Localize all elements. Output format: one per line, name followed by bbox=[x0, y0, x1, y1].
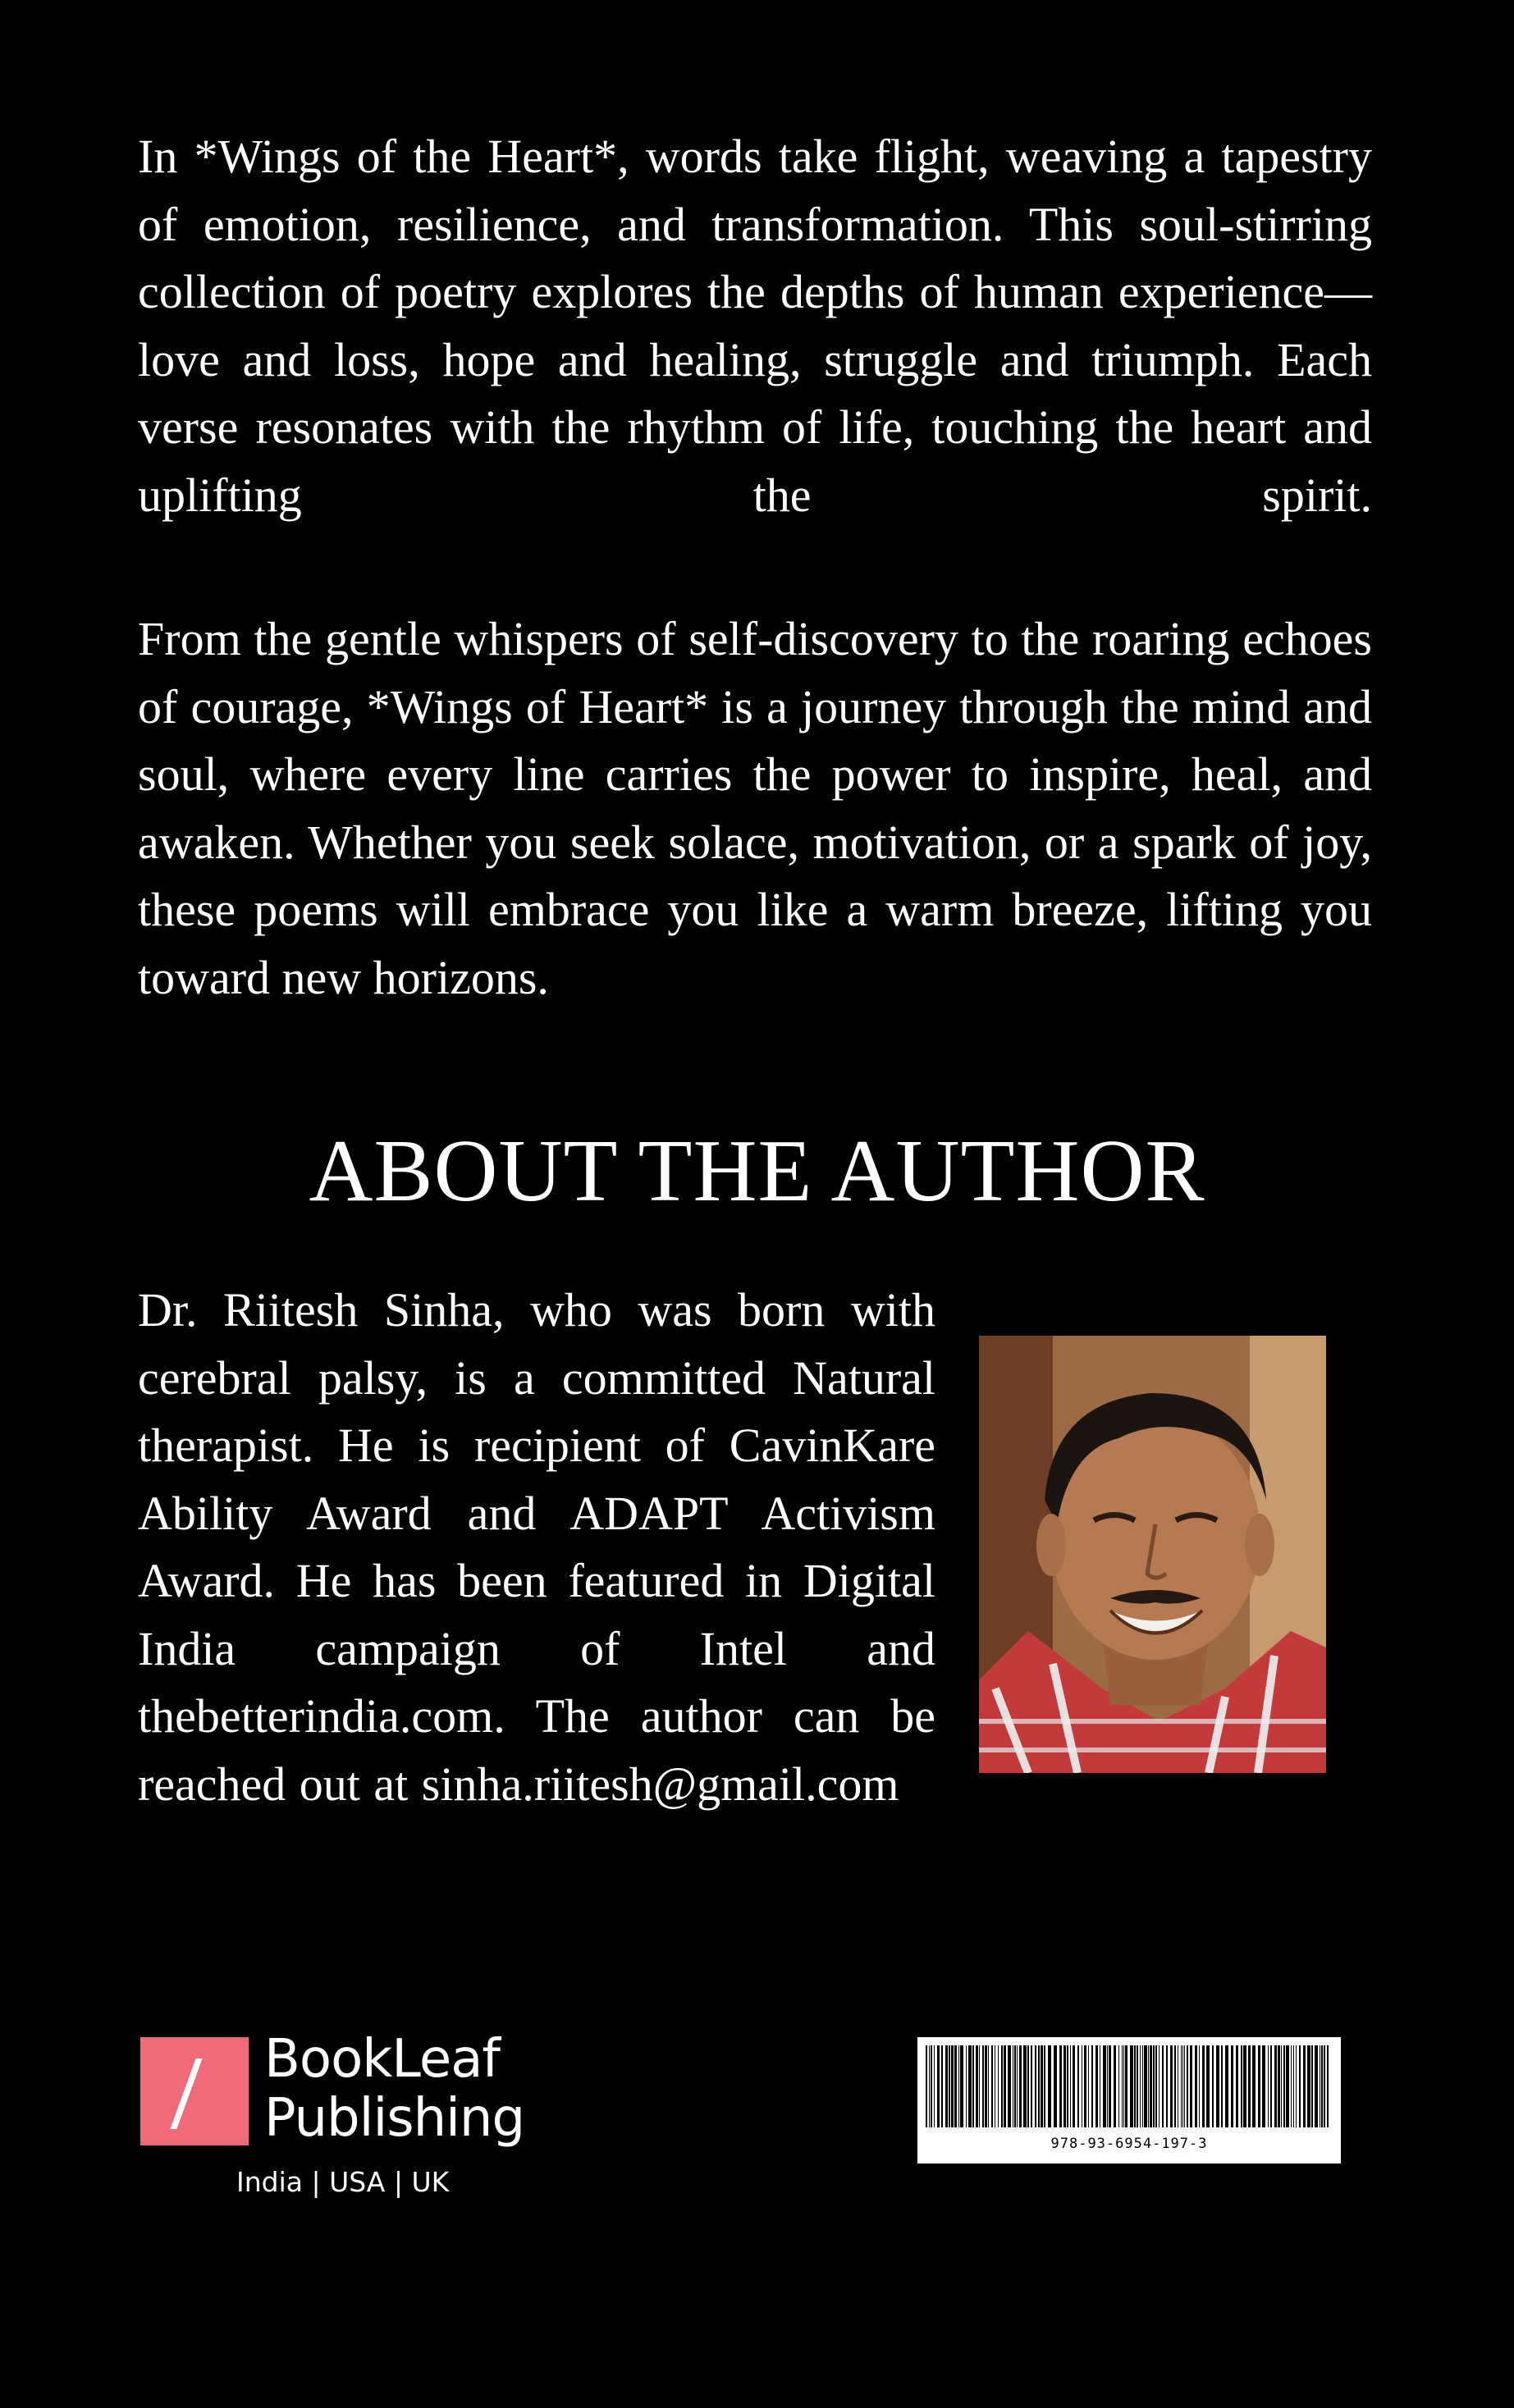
barcode-bar bbox=[1182, 2045, 1183, 2127]
publisher-name-line-2: Publishing bbox=[264, 2088, 525, 2149]
barcode-bar bbox=[1278, 2045, 1280, 2127]
barcode-bar bbox=[1262, 2045, 1265, 2127]
barcode-bar bbox=[1281, 2045, 1282, 2127]
author-portrait-illustration bbox=[979, 1336, 1326, 1773]
publisher-name bbox=[264, 2030, 524, 2148]
barcode-bar bbox=[991, 2045, 993, 2127]
barcode-bar bbox=[1166, 2045, 1168, 2127]
barcode-bar bbox=[1017, 2045, 1018, 2127]
barcode-bar bbox=[1155, 2045, 1157, 2127]
barcode-bar bbox=[926, 2045, 927, 2127]
barcode-bar bbox=[988, 2045, 989, 2127]
barcode-bar bbox=[958, 2045, 959, 2127]
barcode-bar bbox=[1206, 2045, 1210, 2127]
barcode-bar bbox=[1315, 2045, 1318, 2127]
barcode-bar bbox=[1327, 2045, 1329, 2127]
barcode-bar bbox=[1035, 2045, 1036, 2127]
barcode-bar bbox=[1159, 2045, 1160, 2127]
barcode-bar bbox=[945, 2045, 948, 2127]
barcode-bar bbox=[1274, 2045, 1277, 2127]
barcode-bar bbox=[1324, 2045, 1325, 2127]
barcode-bar bbox=[979, 2045, 980, 2127]
barcode-bars bbox=[926, 2045, 1333, 2132]
barcode-bar bbox=[1248, 2045, 1251, 2127]
barcode-bar bbox=[1088, 2045, 1089, 2127]
publisher-logo bbox=[138, 2029, 565, 2215]
barcode-bar bbox=[976, 2045, 978, 2127]
barcode-bar bbox=[1216, 2045, 1219, 2127]
publisher-regions: India | USA | UK bbox=[236, 2166, 450, 2198]
barcode-bar bbox=[1311, 2045, 1313, 2127]
author-photo bbox=[979, 1336, 1326, 1773]
barcode-bar bbox=[1221, 2045, 1223, 2127]
barcode-bar bbox=[1268, 2045, 1269, 2127]
author-bio: Dr. Riitesh Sinha, who was born with cerebral palsy, is a committed Natural therapist. He is recipient of CavinKare Ability Award and ADAPT Activism Award. He has been featured in Digital India campaign of Intel and thebetterindia.com. The author can be reached out at sinha.riitesh@gmail.com bbox=[138, 1283, 935, 1811]
barcode-bar bbox=[1299, 2045, 1301, 2127]
barcode-bar bbox=[1307, 2045, 1310, 2127]
barcode-bar bbox=[1001, 2045, 1003, 2127]
barcode-bar bbox=[1008, 2045, 1011, 2127]
barcode-bar bbox=[972, 2045, 974, 2127]
barcode-bar bbox=[1031, 2045, 1032, 2127]
barcode-bar bbox=[1162, 2045, 1164, 2127]
barcode-bar bbox=[1212, 2045, 1214, 2127]
slash-icon bbox=[170, 2058, 202, 2129]
barcode-bar bbox=[1303, 2045, 1306, 2127]
barcode-bar bbox=[1044, 2045, 1045, 2127]
about-author-heading: ABOUT THE AUTHOR bbox=[309, 1122, 1205, 1220]
barcode-bar bbox=[1095, 2045, 1098, 2127]
barcode-bar bbox=[1195, 2045, 1197, 2127]
barcode-bar bbox=[951, 2045, 954, 2127]
barcode-bar bbox=[1293, 2045, 1294, 2127]
barcode-bar bbox=[1122, 2045, 1123, 2127]
barcode-bar bbox=[1187, 2045, 1188, 2127]
blurb-paragraph-1: In *Wings of the Heart*, words take flight, weaving a tapestry of emotion, resilience, and transformation. This soul-stirring collection of poetry explores the depths of human experience—love and loss, hope and healing, struggle and triumph. Each verse resonates with the rhythm of life, touching the heart and uplifting the spirit. bbox=[138, 130, 1372, 522]
barcode-bar bbox=[1241, 2045, 1242, 2127]
barcode-bar bbox=[982, 2045, 984, 2127]
barcode-bar bbox=[1091, 2045, 1093, 2127]
isbn-number: 978-93-6954-197-3 bbox=[1050, 2136, 1208, 2152]
publisher-logo-mark bbox=[140, 2037, 249, 2145]
barcode-bar bbox=[1296, 2045, 1297, 2127]
barcode-bar bbox=[1023, 2045, 1027, 2127]
barcode-bar bbox=[1103, 2045, 1106, 2127]
barcode-bar bbox=[966, 2045, 967, 2127]
barcode-bar bbox=[1283, 2045, 1285, 2127]
barcode-bar bbox=[1225, 2045, 1228, 2127]
barcode-bar bbox=[1231, 2045, 1233, 2127]
barcode-bar bbox=[929, 2045, 930, 2127]
barcode-bar bbox=[1107, 2045, 1108, 2127]
barcode-bar bbox=[1153, 2045, 1155, 2127]
barcode-bar bbox=[949, 2045, 950, 2127]
barcode-bar bbox=[1019, 2045, 1022, 2127]
barcode-bar bbox=[1140, 2045, 1141, 2127]
barcode-bar bbox=[1137, 2045, 1138, 2127]
barcode-bar bbox=[968, 2045, 972, 2127]
barcode-bar bbox=[1243, 2045, 1246, 2127]
barcode-bar bbox=[954, 2045, 957, 2127]
barcode-bar bbox=[1048, 2045, 1051, 2127]
barcode-bar bbox=[1118, 2045, 1119, 2127]
publisher-name-line-1: BookLeaf bbox=[264, 2029, 500, 2090]
barcode-bar bbox=[1063, 2045, 1066, 2127]
barcode-bar bbox=[1321, 2045, 1323, 2127]
barcode-bar bbox=[1077, 2045, 1079, 2127]
barcode-bar bbox=[1134, 2045, 1136, 2127]
barcode-bar bbox=[1291, 2045, 1292, 2127]
barcode-bar bbox=[1202, 2045, 1205, 2127]
barcode-bar bbox=[1270, 2045, 1272, 2127]
barcode-bar bbox=[1070, 2045, 1071, 2127]
barcode-bar bbox=[1130, 2045, 1133, 2127]
barcode-bar bbox=[1073, 2045, 1075, 2127]
barcode-bar bbox=[934, 2045, 935, 2127]
barcode-bar bbox=[1109, 2045, 1111, 2127]
blurb bbox=[138, 123, 1372, 1004]
barcode-bar bbox=[1004, 2045, 1006, 2127]
barcode-bar bbox=[1014, 2045, 1016, 2127]
barcode-bar bbox=[1236, 2045, 1238, 2127]
barcode-bar bbox=[1184, 2045, 1185, 2127]
barcode-bar bbox=[1038, 2045, 1040, 2127]
barcode-bar bbox=[1252, 2045, 1256, 2127]
barcode-bar bbox=[998, 2045, 999, 2127]
barcode-bar bbox=[1174, 2045, 1176, 2127]
barcode-bar bbox=[941, 2045, 943, 2127]
barcode-bar bbox=[1027, 2045, 1029, 2127]
barcode-bar bbox=[1170, 2045, 1173, 2127]
barcode-bar bbox=[1142, 2045, 1143, 2127]
barcode-bar bbox=[1067, 2045, 1068, 2127]
barcode-bar bbox=[985, 2045, 987, 2127]
barcode-bar bbox=[1144, 2045, 1147, 2127]
barcode-bar bbox=[1199, 2045, 1200, 2127]
barcode-bar bbox=[1258, 2045, 1260, 2127]
barcode-bar bbox=[1054, 2045, 1057, 2127]
barcode-bar bbox=[960, 2045, 963, 2127]
barcode-bar bbox=[1181, 2045, 1182, 2127]
barcode-bar bbox=[937, 2045, 940, 2127]
barcode-bar bbox=[1150, 2045, 1152, 2127]
barcode-bar bbox=[1190, 2045, 1192, 2127]
blurb-paragraph-2: From the gentle whispers of self-discovery to the roaring echoes of courage, *Wings of Heart* is a journey through the mind and soul, where every line carries the power to inspire, heal, and awaken. Whether you seek solace, motivation, or a spark of joy, these poems will embrace you like a warm breeze, lifting you toward new horizons. bbox=[138, 612, 1372, 1004]
barcode-bar bbox=[1041, 2045, 1043, 2127]
barcode-bar bbox=[1123, 2045, 1124, 2127]
barcode-bar bbox=[1059, 2045, 1062, 2127]
barcode-bar bbox=[1286, 2045, 1289, 2127]
barcode-bar bbox=[931, 2045, 932, 2127]
barcode-bar bbox=[1125, 2045, 1127, 2127]
barcode-bar bbox=[1148, 2045, 1149, 2127]
barcode-bar bbox=[1084, 2045, 1086, 2127]
barcode-bar bbox=[1114, 2045, 1116, 2127]
isbn-barcode bbox=[917, 2037, 1341, 2164]
